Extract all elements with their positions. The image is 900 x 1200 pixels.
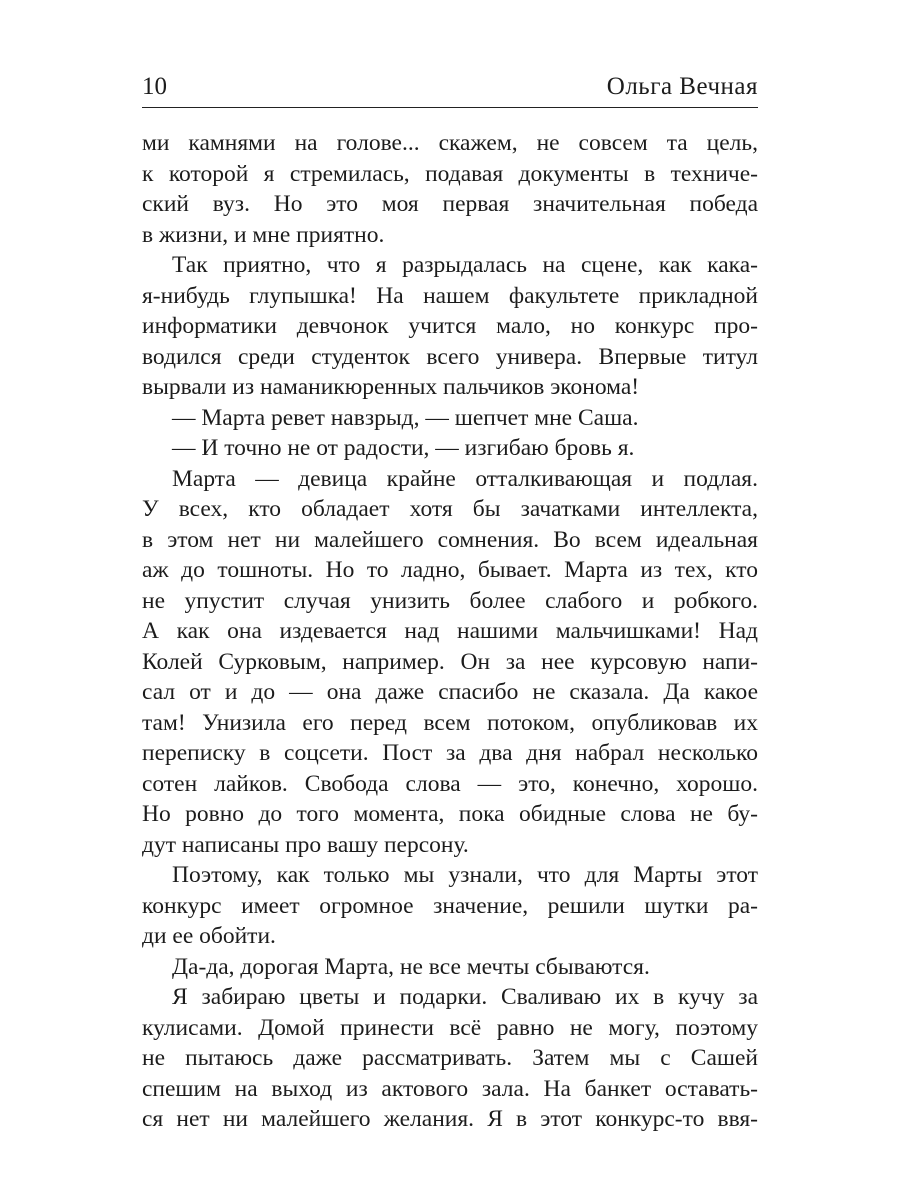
text-line: Но ровно до того момента, пока обидные слова не бу-	[142, 801, 758, 827]
body-text	[142, 128, 758, 1148]
text-line: переписку в соцсети. Пост за два дня набрал несколько	[142, 740, 758, 766]
text-line: Колей Сурковым, например. Он за нее курсовую напи-	[142, 648, 758, 675]
text-line: — Марта ревет навзрыд, — шепчет мне Саша.	[172, 404, 639, 431]
text-line: ди ее обойти.	[142, 923, 276, 949]
text-line: Поэтому, как только мы узнали, что для Марты этот	[172, 862, 758, 888]
author-name: Ольга Вечная	[606, 73, 758, 100]
text-line: не упустит случая унизить более слабого и робкого.	[142, 587, 758, 614]
text-line: Я забираю цветы и подарки. Сваливаю их в кучу за	[172, 984, 758, 1010]
text-line: информатики девчонок учится мало, но конкурс про-	[142, 313, 758, 339]
page-number: 10	[142, 73, 167, 100]
text-line: А как она издевается над нашими мальчишками! Над	[142, 618, 758, 644]
text-line: вырвали из наманикюренных пальчиков эконома!	[142, 374, 640, 400]
text-line: — И точно не от радости, — изгибаю бровь я.	[172, 435, 635, 461]
text-line: не пытаюсь даже рассматривать. Затем мы с Сашей	[142, 1045, 758, 1071]
header-rule	[142, 107, 758, 108]
text-line: ский вуз. Но это моя первая значительная победа	[142, 191, 758, 217]
text-line: в этом нет ни малейшего сомнения. Во всем идеальная	[142, 526, 758, 553]
text-line: в жизни, и мне приятно.	[142, 221, 385, 248]
text-line: Да-да, дорогая Марта, не все мечты сбываются.	[172, 953, 650, 980]
text-line: сотен лайков. Свобода слова — это, конечно, хорошо.	[142, 770, 758, 797]
text-line: к которой я стремилась, подавая документы в техниче-	[142, 160, 758, 187]
text-line: дут написаны про вашу персону.	[142, 831, 469, 858]
text-line: сал от и до — она даже спасибо не сказала. Да какое	[142, 679, 758, 705]
running-header	[142, 66, 758, 106]
text-line: Марта — девица крайне отталкивающая и подлая.	[172, 465, 758, 492]
text-line: Так приятно, что я разрыдалась на сцене, как кака-	[172, 252, 758, 278]
text-line: ми камнями на голове... скажем, не совсем та цель,	[142, 130, 758, 156]
text-line: спешим на выход из актового зала. На банкет оставать-	[142, 1075, 758, 1102]
text-line: я-нибудь глупышка! На нашем факультете прикладной	[142, 282, 758, 309]
text-line: конкурс имеет огромное значение, решили шутки ра-	[142, 892, 758, 919]
text-line: там! Унизила его перед всем потоком, опубликовав их	[142, 709, 758, 736]
text-line: У всех, кто обладает хотя бы зачатками интеллекта,	[142, 496, 758, 522]
text-line: ся нет ни малейшего желания. Я в этот конкурс-то ввя-	[142, 1106, 758, 1132]
text-line: аж до тошноты. Но то ладно, бывает. Марта из тех, кто	[142, 557, 758, 583]
text-line: водился среди студенток всего универа. Впервые титул	[142, 343, 758, 370]
text-line: кулисами. Домой принести всё равно не могу, поэтому	[142, 1014, 758, 1041]
